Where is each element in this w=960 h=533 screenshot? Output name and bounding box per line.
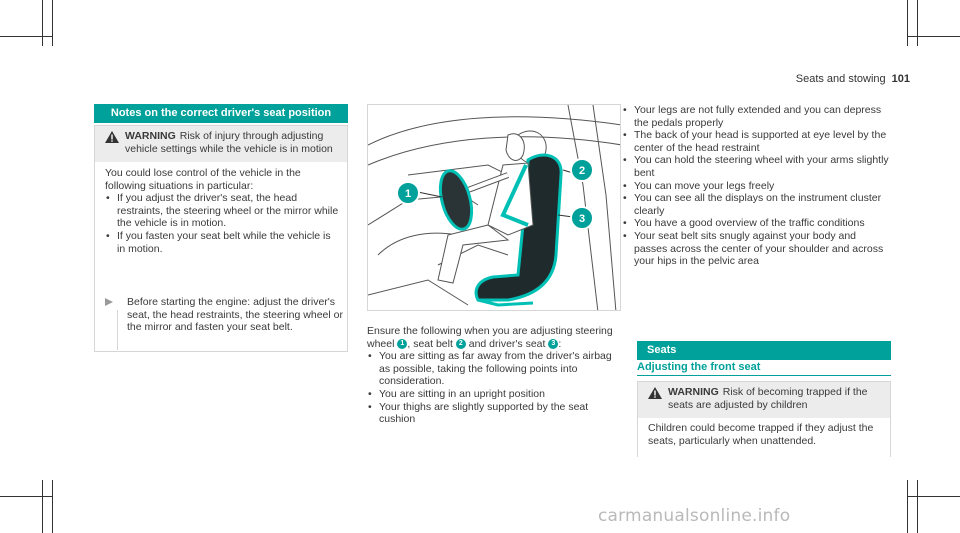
list-item: • Your legs are not fully extended and you can depress the pedals properly (623, 104, 882, 129)
list-item: • You have a good overview of the traffic conditions (623, 217, 865, 230)
running-header (760, 73, 910, 85)
instruction-arrow-icon (105, 298, 113, 306)
right-bullets (622, 104, 890, 268)
callout-2: 2 (578, 165, 586, 177)
instruction: Before starting the engine: adjust the driver's seat, the head restraints, the steering wheel or the mirror and fasten your seat belt. (105, 296, 357, 334)
seat-warning-body: Children could become trapped if they adjust the seats, particularly when unattended. (648, 422, 874, 447)
list-item: • Your seat belt sits snugly against your body and passes across the center of your shoulder and across your hips in the pelvic area (623, 229, 884, 268)
warning-header (95, 126, 347, 162)
list-item: • If you adjust the driver's seat, the head restraints, the steering wheel or the mirror while the vehicle is in motion. (106, 192, 339, 230)
seat-illustration (367, 104, 621, 311)
list-item: • If you fasten your seat belt while the vehicle is in motion. (106, 229, 331, 255)
list-item: • You can move your legs freely (623, 179, 775, 192)
callout-badge-1: 1 (397, 339, 407, 349)
crop-mark (52, 480, 53, 533)
warning-bullets (105, 192, 339, 255)
crop-mark (907, 0, 908, 46)
seat-warning-header (638, 382, 890, 418)
subsection-title: Adjusting the front seat (637, 361, 891, 376)
warning-triangle-icon (648, 387, 662, 399)
section-title-bar (94, 104, 348, 123)
seats-bar (637, 341, 891, 360)
list-item: • The back of your head is supported at eye level by the center of the head restraint (623, 129, 887, 154)
callout-1: 1 (404, 188, 412, 200)
warning-triangle-icon (105, 131, 119, 143)
crop-mark (917, 0, 918, 46)
crop-mark (42, 480, 43, 533)
ensure-bullets (367, 350, 621, 426)
ensure-paragraph: Ensure the following when you are adjusting steering wheel 1 , seat belt 2 and driver's seat 3 : (367, 325, 613, 350)
list-item: • You can hold the steering wheel with your arms slightly bent (623, 154, 889, 179)
callout-badge-3: 3 (548, 339, 558, 349)
list-item: • You are sitting as far away from the driver's airbag as possible, taking the following points into consideration. (368, 350, 612, 388)
warning-body (95, 162, 347, 255)
seat-warning-text: Risk of becoming trapped if the seats are adjusted by children (668, 386, 868, 411)
page-number: 101 (891, 73, 910, 85)
crop-mark (907, 496, 960, 497)
section-title: Notes on the correct driver's seat position (110, 107, 332, 119)
body-intro: You could lose control of the vehicle in the following situations in particular: (105, 167, 301, 192)
list-item: • Your thighs are slightly supported by the seat cushion (368, 400, 589, 426)
seats-bar-title: Seats (647, 344, 677, 356)
crop-mark (42, 0, 43, 46)
callout-3: 3 (578, 213, 586, 225)
crop-mark (917, 480, 918, 533)
header-section: Seats and stowing (795, 73, 886, 85)
crop-mark (907, 36, 960, 37)
list-item: • You can see all the displays on the instrument cluster clearly (623, 192, 882, 217)
watermark: carmanualsonline.info (598, 506, 791, 526)
seat-warning-box (637, 381, 891, 457)
ensure-text (367, 325, 621, 426)
warning-box (94, 125, 348, 352)
callout-badge-2: 2 (456, 339, 466, 349)
warning-label: WARNING (125, 130, 176, 142)
seat-warning-label: WARNING (668, 386, 719, 398)
crop-mark (52, 0, 53, 46)
list-item: • You are sitting in an upright position (368, 387, 545, 400)
crop-mark (0, 496, 52, 497)
driver-seat-illustration (368, 105, 621, 311)
crop-mark (0, 36, 52, 37)
crop-mark (907, 480, 908, 533)
warning-text: Risk of injury through adjusting vehicle settings while the vehicle is in motion (125, 130, 333, 155)
